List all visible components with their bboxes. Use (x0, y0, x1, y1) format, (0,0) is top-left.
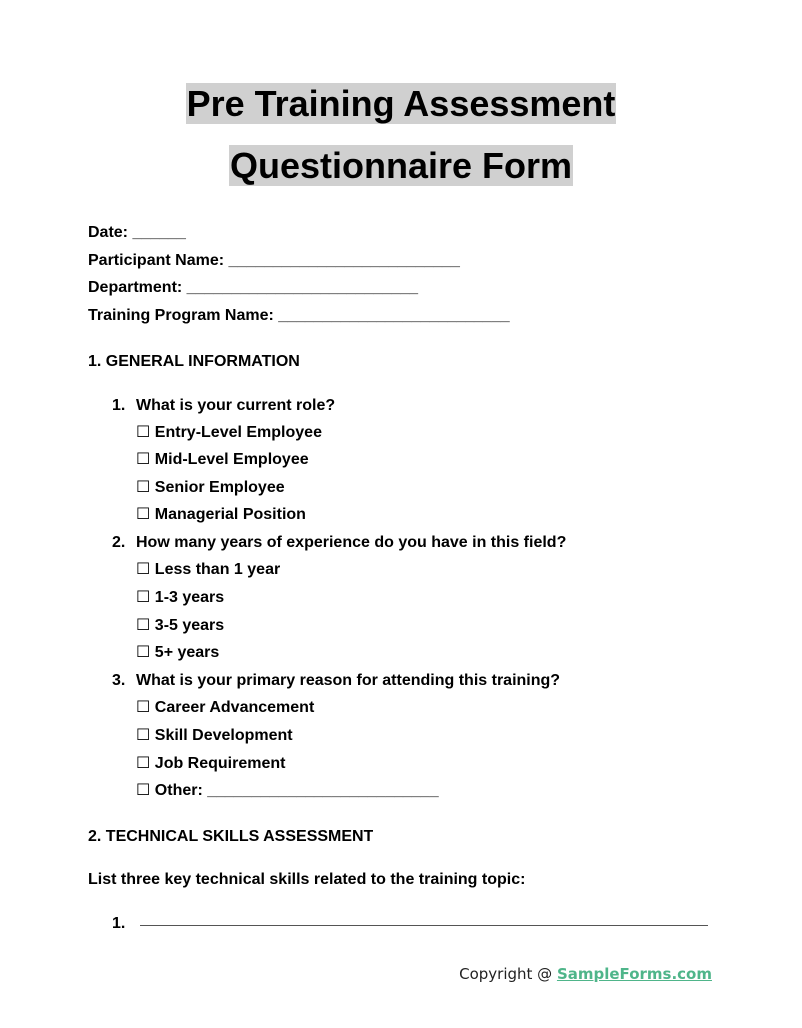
section-prompt: List three key technical skills related to the training topic: (88, 871, 526, 888)
date-field[interactable]: Date: ______ (88, 224, 186, 241)
option-checkbox[interactable]: ☐ 5+ years (136, 644, 220, 661)
option-checkbox[interactable]: ☐ Skill Development (136, 727, 293, 744)
option-checkbox[interactable]: ☐ Other: __________________________ (136, 782, 439, 799)
option-checkbox[interactable]: ☐ Managerial Position (136, 506, 306, 523)
question-text: What is your current role? (136, 397, 336, 414)
option-checkbox[interactable]: ☐ Mid-Level Employee (136, 451, 309, 468)
department-field[interactable]: Department: __________________________ (88, 279, 419, 296)
question-text: How many years of experience do you have in this field? (136, 534, 567, 551)
option-checkbox[interactable]: ☐ Less than 1 year (136, 561, 281, 578)
option-checkbox[interactable]: ☐ 1-3 years (136, 589, 225, 606)
copyright-footer (459, 964, 712, 984)
sampleforms-link[interactable]: SampleForms.com (556, 965, 712, 983)
option-checkbox[interactable]: ☐ Senior Employee (136, 479, 285, 496)
question-number: 3. (112, 672, 126, 689)
option-checkbox[interactable]: ☐ 3-5 years (136, 617, 225, 634)
option-checkbox[interactable]: ☐ Entry-Level Employee (136, 424, 322, 441)
question-text: What is your primary reason for attending this training? (136, 672, 561, 689)
training-program-name-field[interactable]: Training Program Name: __________________________ (88, 307, 510, 324)
option-checkbox[interactable]: ☐ Career Advancement (136, 699, 315, 716)
page-title-line-1: Pre Training Assessment (186, 83, 616, 124)
participant-name-field[interactable]: Participant Name: __________________________ (88, 252, 460, 269)
option-checkbox[interactable]: ☐ Job Requirement (136, 755, 286, 772)
question-number: 2. (112, 534, 126, 551)
section-heading-general-information: 1. GENERAL INFORMATION (88, 353, 300, 370)
question-number: 1. (112, 397, 126, 414)
page-title-line-2: Questionnaire Form (229, 145, 573, 186)
section-heading-technical-skills: 2. TECHNICAL SKILLS ASSESSMENT (88, 828, 374, 841)
answer-item-number: 1. (112, 915, 126, 932)
answer-line[interactable] (140, 925, 708, 926)
copyright-prefix: Copyright @ (459, 965, 557, 983)
